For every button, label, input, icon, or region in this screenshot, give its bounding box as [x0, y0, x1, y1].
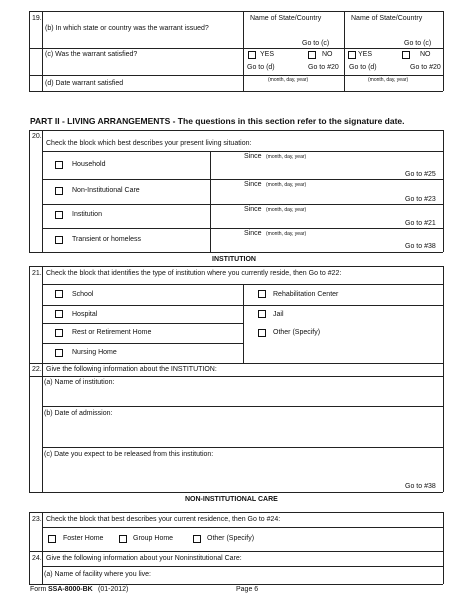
q20-instruction: Check the block which best describes your present living situation: [46, 140, 252, 147]
q19-no-checkbox-1[interactable] [308, 51, 316, 59]
q19-goto-d-1: Go to (d) [247, 64, 275, 71]
q23-number: 23. [32, 516, 42, 523]
q19-c-label: (c) Was the warrant satisfied? [45, 51, 138, 58]
q22-number: 22. [32, 366, 42, 373]
school-checkbox[interactable] [55, 290, 63, 298]
household-checkbox[interactable] [55, 161, 63, 169]
jail-label: Jail [273, 311, 284, 318]
since-mdy: (month, day, year) [266, 231, 307, 237]
q22-goto: Go to #38 [405, 483, 436, 490]
q24-number: 24. [32, 555, 42, 562]
institution-goto: Go to #21 [405, 220, 436, 227]
q22-a-label: (a) Name of institution: [44, 379, 115, 386]
hospital-checkbox[interactable] [55, 310, 63, 318]
nursing-home-checkbox[interactable] [55, 349, 63, 357]
hospital-label: Hospital [72, 311, 98, 318]
since-label: Since [244, 206, 262, 213]
rest-retirement-home-checkbox[interactable] [55, 329, 63, 337]
non-institutional-care-goto: Go to #23 [405, 196, 436, 203]
transient-homeless-goto: Go to #38 [405, 243, 436, 250]
footer-form-prefix: Form [30, 586, 47, 593]
q19-col2-header: Name of State/Country [351, 15, 423, 22]
q19-mdy-1: (month, day, year) [268, 77, 309, 83]
q23-instruction: Check the block that best describes your current residence, then Go to #24: [46, 516, 281, 523]
group-home-checkbox[interactable] [119, 535, 127, 543]
non-institutional-care-checkbox[interactable] [55, 187, 63, 195]
nursing-home-label: Nursing Home [72, 349, 117, 356]
jail-checkbox[interactable] [258, 310, 266, 318]
other-specify-label: Other (Specify) [273, 329, 321, 336]
since-mdy: (month, day, year) [266, 207, 307, 213]
q19-yes-label-2: YES [358, 51, 373, 58]
q22-c-label: (c) Date you expect to be released from this institution: [44, 451, 214, 458]
rest-retirement-home-label: Rest or Retirement Home [72, 329, 152, 336]
other-specify-checkbox[interactable] [258, 329, 266, 337]
q19-d-label: (d) Date warrant satisfied [45, 80, 124, 87]
q19-goto-c-2: Go to (c) [404, 40, 432, 47]
q22-instruction: Give the following information about the INSTITUTION: [46, 366, 217, 373]
foster-home-label: Foster Home [63, 535, 104, 542]
since-mdy: (month, day, year) [266, 154, 307, 160]
other-specify-residence-label: Other (Specify) [207, 535, 255, 542]
since-label: Since [244, 153, 262, 160]
q19-number: 19. [32, 15, 42, 22]
q19-no-label-2: NO [420, 51, 431, 58]
since-label: Since [244, 181, 262, 188]
rehabilitation-center-checkbox[interactable] [258, 290, 266, 298]
institution-header: INSTITUTION [212, 256, 256, 263]
footer-form-id: SSA-8000-BK [48, 586, 93, 593]
institution-label: Institution [72, 211, 102, 218]
household-goto: Go to #25 [405, 171, 436, 178]
transient-homeless-checkbox[interactable] [55, 236, 63, 244]
q19-col1-header: Name of State/Country [250, 15, 322, 22]
q19-goto-d-2: Go to (d) [349, 64, 377, 71]
q22-b-label: (b) Date of admission: [44, 410, 113, 417]
since-label: Since [244, 230, 262, 237]
group-home-label: Group Home [133, 535, 174, 542]
q19-mdy-2: (month, day, year) [368, 77, 409, 83]
q19-yes-checkbox-1[interactable] [248, 51, 256, 59]
q19-yes-label-1: YES [260, 51, 275, 58]
since-mdy: (month, day, year) [266, 182, 307, 188]
part-ii-title: PART II - LIVING ARRANGEMENTS - The questions in this section refer to the signature date. [30, 116, 405, 126]
q19-b-label: (b) In which state or country was the warrant issued? [45, 25, 209, 32]
q19-goto-20-2: Go to #20 [410, 64, 441, 71]
q19-no-label-1: NO [322, 51, 333, 58]
footer-page-number: Page 6 [236, 586, 259, 593]
q19-goto-c-1: Go to (c) [302, 40, 330, 47]
q21-instruction: Check the block that identifies the type of institution where you currently reside, then Go to #22: [46, 270, 342, 277]
transient-homeless-label: Transient or homeless [72, 236, 141, 243]
non-institutional-care-label: Non-Institutional Care [72, 187, 140, 194]
q19-goto-20-1: Go to #20 [308, 64, 339, 71]
non-institutional-care-header: NON-INSTITUTIONAL CARE [185, 496, 278, 503]
school-label: School [72, 291, 94, 298]
q20-number: 20. [32, 133, 42, 140]
q19-no-checkbox-2[interactable] [402, 51, 410, 59]
foster-home-checkbox[interactable] [48, 535, 56, 543]
q19-yes-checkbox-2[interactable] [348, 51, 356, 59]
q24-instruction: Give the following information about your Noninstitutional Care: [46, 555, 242, 562]
rehabilitation-center-label: Rehabilitation Center [273, 291, 339, 298]
institution-checkbox[interactable] [55, 211, 63, 219]
other-specify-residence-checkbox[interactable] [193, 535, 201, 543]
q24-a-label: (a) Name of facility where you live: [44, 571, 151, 578]
household-label: Household [72, 161, 106, 168]
footer-form-date: (01-2012) [98, 586, 129, 593]
q21-number: 21. [32, 270, 42, 277]
